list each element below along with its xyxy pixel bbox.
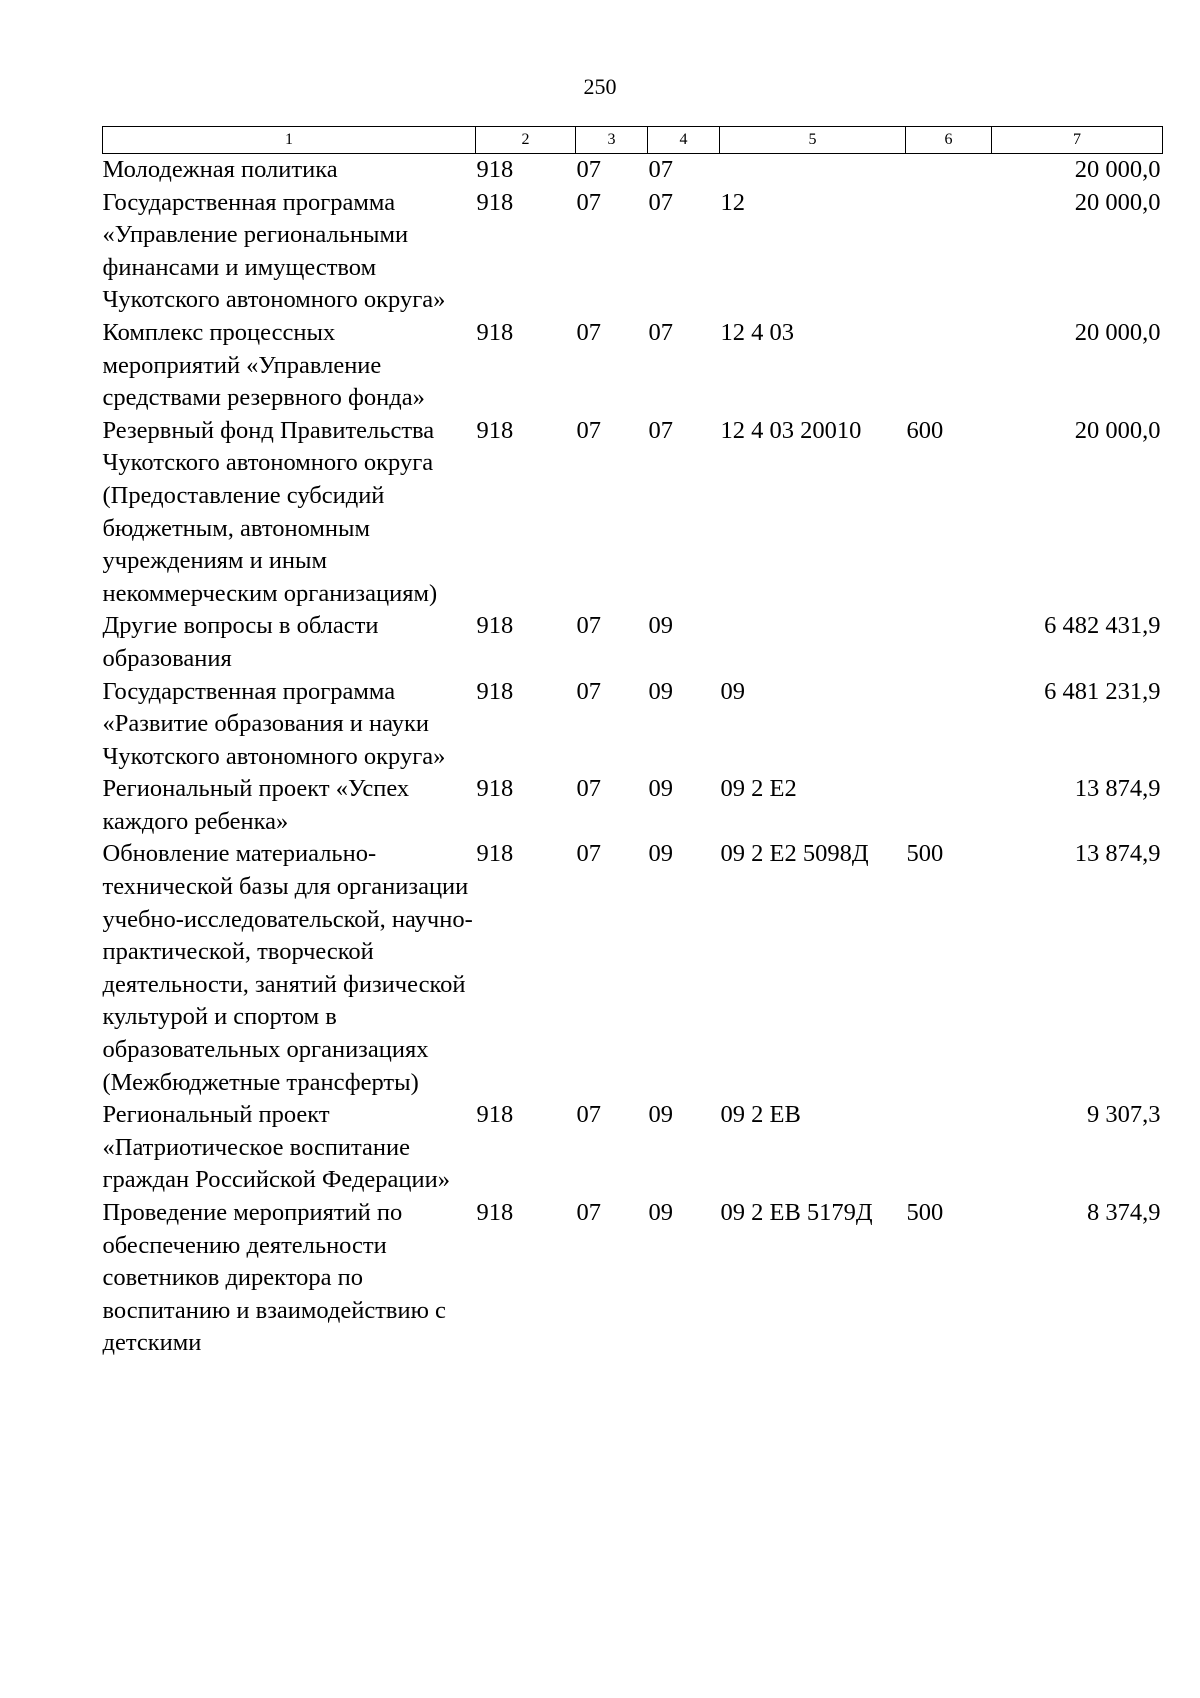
row-name: Резервный фонд Правительства Чукотского автономного округа (Предоставление субсидий бюджетным, автономным учреждениям и иным некоммерческим организациям) [102,416,438,607]
row-amount: 6 482 431,9 [1044,612,1161,640]
row-col-4: 07 [648,416,673,444]
row-col-5: 09 [720,677,745,705]
row-amount: 9 307,3 [1087,1101,1161,1129]
row-name: Обновление материально-технической базы для организации учебно-исследовательской, научно-практической, творческой деятельности, занятий физической культурой и спортом в образовательных организациях (Межбюджетные трансферты) [102,840,473,1096]
row-amount: 6 481 231,9 [1044,677,1161,705]
row-name: Государственная программа «Развитие образования и науки Чукотского автономного округа» [102,677,446,770]
page-number: 250 [583,74,617,99]
row-col-6 [906,154,992,187]
row-col-4: 09 [648,840,673,868]
row-amount: 20 000,0 [1074,416,1161,444]
row-col-4: 09 [648,677,673,705]
row-col-6 [906,187,992,317]
header-col-1: 1 [103,127,476,154]
row-col-3: 07 [576,156,601,183]
row-col-2: 918 [476,775,514,803]
table-row [103,1099,1163,1197]
header-col-6: 6 [906,127,992,154]
header-col-7: 7 [992,127,1163,154]
row-col-5 [720,610,906,675]
table-row [103,317,1163,415]
row-col-6 [906,1099,992,1197]
row-col-6 [906,317,992,415]
row-col-6: 500 [906,840,944,868]
row-name: Проведение мероприятий по обеспечению деятельности советников директора по воспитанию и взаимодействию с детскими [102,1199,446,1357]
row-name: Молодежная политика [102,156,338,183]
row-col-5: 12 4 03 [720,318,794,346]
row-col-4: 09 [648,775,673,803]
row-col-4: 07 [648,156,673,183]
row-amount: 13 874,9 [1074,775,1161,803]
row-col-6 [906,773,992,838]
row-col-5: 09 2 ЕВ [720,1101,801,1129]
table-row [103,610,1163,675]
row-col-3: 07 [576,840,601,868]
row-col-6 [906,676,992,774]
row-col-2: 918 [476,677,514,705]
row-col-2: 918 [476,156,514,183]
table-row [103,187,1163,317]
row-col-2: 918 [476,1199,514,1226]
row-col-6: 600 [906,416,944,444]
header-col-5: 5 [720,127,906,154]
row-col-2: 918 [476,188,514,216]
row-amount: 20 000,0 [1074,318,1161,346]
row-amount: 20 000,0 [1074,156,1161,183]
row-col-5: 12 [720,188,745,216]
row-col-3: 07 [576,1101,601,1129]
row-name: Комплекс процессных мероприятий «Управление средствами резервного фонда» [102,318,425,412]
row-col-6: 500 [906,1199,944,1226]
row-col-3: 07 [576,416,601,444]
table-row [103,773,1163,838]
row-col-2: 918 [476,1101,514,1129]
table-header [103,127,1163,154]
row-col-4: 09 [648,612,673,640]
row-name: Другие вопросы в области образования [102,612,379,672]
row-col-5: 12 4 03 20010 [720,416,862,444]
header-col-4: 4 [648,127,720,154]
row-col-5: 09 2 Е2 [720,775,797,803]
row-col-3: 07 [576,775,601,803]
row-col-5 [720,154,906,187]
header-row [103,127,1163,154]
header-col-3: 3 [576,127,648,154]
row-col-4: 07 [648,188,673,216]
row-col-5: 09 2 Е2 5098Д [720,840,869,868]
row-col-6 [906,610,992,675]
row-amount: 13 874,9 [1074,840,1161,868]
row-col-4: 07 [648,318,673,346]
row-col-2: 918 [476,840,514,868]
row-col-3: 07 [576,318,601,346]
row-col-2: 918 [476,416,514,444]
row-col-3: 07 [576,677,601,705]
table-row [103,415,1163,611]
table-row [103,838,1163,1099]
row-col-3: 07 [576,188,601,216]
row-col-3: 07 [576,1199,601,1226]
row-name: Региональный проект «Патриотическое воспитание граждан Российской Федерации» [102,1101,450,1194]
row-amount: 20 000,0 [1074,188,1161,216]
row-col-2: 918 [476,612,514,640]
table-row [103,154,1163,187]
table-body [103,154,1163,1360]
row-name: Государственная программа «Управление региональными финансами и имуществом Чукотского автономного округа» [102,188,446,314]
row-name: Региональный проект «Успех каждого ребенка» [102,775,410,835]
row-col-2: 918 [476,318,514,346]
table-row [103,1197,1163,1360]
header-col-2: 2 [476,127,576,154]
table-row [103,676,1163,774]
row-col-3: 07 [576,612,601,640]
row-col-4: 09 [648,1101,673,1129]
budget-table [102,126,1163,1360]
row-col-5: 09 2 ЕВ 5179Д [720,1199,873,1226]
row-amount: 8 374,9 [1087,1199,1161,1226]
row-col-4: 09 [648,1199,673,1226]
